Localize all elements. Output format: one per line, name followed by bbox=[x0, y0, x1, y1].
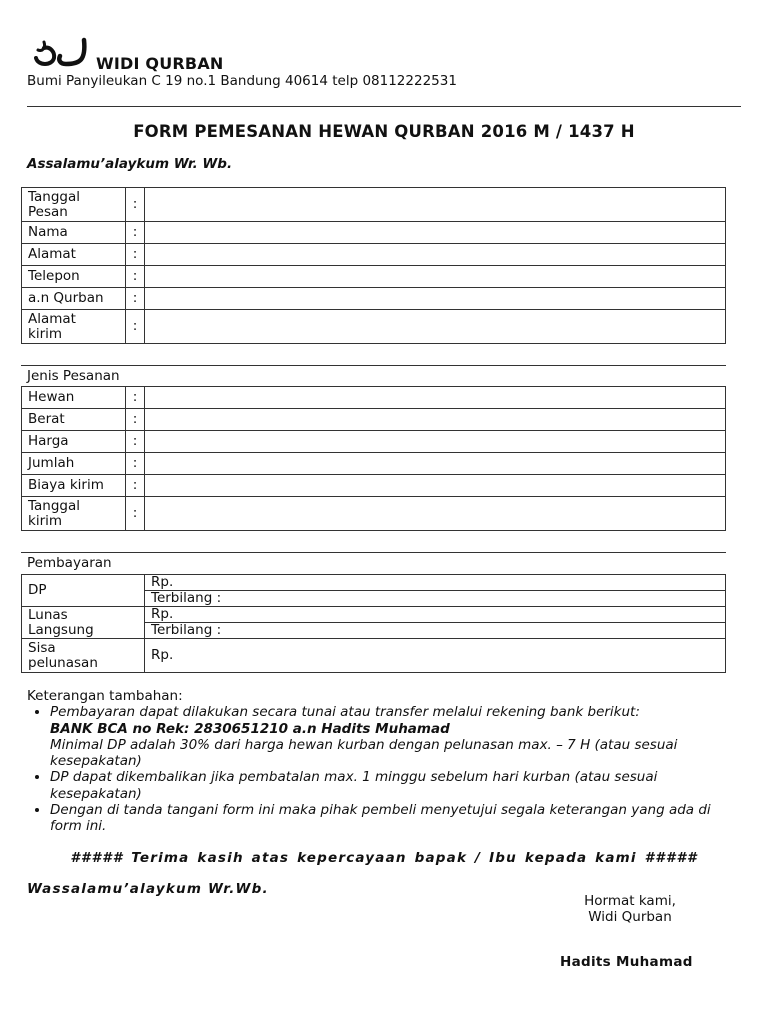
sisa-amount-field[interactable]: Rp. bbox=[145, 639, 726, 673]
field-label-an-qurban: a.n Qurban bbox=[22, 288, 126, 310]
jumlah-field[interactable] bbox=[145, 453, 726, 475]
colon: : bbox=[126, 266, 145, 288]
dp-terbilang-field[interactable]: Terbilang : bbox=[145, 591, 726, 607]
table-row bbox=[22, 575, 726, 591]
field-label-biaya-kirim: Biaya kirim bbox=[22, 475, 126, 497]
closing-greeting: Wassalamu’alaykum Wr.Wb. bbox=[27, 881, 269, 897]
biaya-kirim-field[interactable] bbox=[145, 475, 726, 497]
table-row bbox=[22, 222, 726, 244]
field-label-sisa-pelunasan: Sisa pelunasan bbox=[22, 639, 145, 673]
header-divider bbox=[27, 106, 741, 107]
harga-field[interactable] bbox=[145, 431, 726, 453]
dp-amount-field[interactable]: Rp. bbox=[145, 575, 726, 591]
bank-account: BANK BCA no Rek: 2830651210 a.n Hadits Muhamad bbox=[50, 720, 450, 737]
additional-notes bbox=[27, 688, 737, 835]
field-label-harga: Harga bbox=[22, 431, 126, 453]
section-title-pembayaran: Pembayaran bbox=[27, 555, 112, 571]
table-row bbox=[22, 475, 726, 497]
colon: : bbox=[126, 453, 145, 475]
signer-name: Hadits Muhamad bbox=[560, 954, 693, 970]
lunas-terbilang-field[interactable]: Terbilang : bbox=[145, 623, 726, 639]
field-label-dp: DP bbox=[22, 575, 145, 607]
field-label-lunas-langsung: Lunas Langsung bbox=[22, 607, 145, 639]
colon: : bbox=[126, 188, 145, 222]
tanggal-kirim-field[interactable] bbox=[145, 497, 726, 531]
field-label-alamat-kirim: Alamat kirim bbox=[22, 310, 126, 344]
note-min-dp: Minimal DP adalah 30% dari harga hewan kurban dengan pelunasan max. – 7 H (atau sesuai kesepakatan) bbox=[50, 736, 678, 770]
field-label-nama: Nama bbox=[22, 222, 126, 244]
list-item: • Dengan di tanda tangani form ini maka pihak pembeli menyetujui segala keterangan yang ada di form ini. bbox=[50, 802, 737, 835]
section-divider bbox=[21, 365, 726, 366]
colon: : bbox=[126, 222, 145, 244]
table-row bbox=[22, 409, 726, 431]
logo-mark bbox=[30, 30, 88, 70]
field-label-hewan: Hewan bbox=[22, 387, 126, 409]
table-row bbox=[22, 310, 726, 344]
table-row bbox=[22, 244, 726, 266]
greeting: Assalamu’alaykum Wr. Wb. bbox=[27, 156, 233, 172]
regards-text: Hormat kami, bbox=[584, 893, 676, 909]
colon: : bbox=[126, 497, 145, 531]
field-label-berat: Berat bbox=[22, 409, 126, 431]
section-title-jenis-pesanan: Jenis Pesanan bbox=[27, 368, 120, 384]
thanks-message: ##### Terima kasih atas kepercayaan bapak / Ibu kepada kami ##### bbox=[70, 850, 698, 866]
brand-name: WIDI QURBAN bbox=[96, 54, 224, 73]
colon: : bbox=[126, 244, 145, 266]
telepon-field[interactable] bbox=[145, 266, 726, 288]
table-row bbox=[22, 387, 726, 409]
company-address: Bumi Panyileukan C 19 no.1 Bandung 40614 telp 08112222531 bbox=[27, 73, 457, 89]
colon: : bbox=[126, 475, 145, 497]
alamat-field[interactable] bbox=[145, 244, 726, 266]
hewan-field[interactable] bbox=[145, 387, 726, 409]
list-item bbox=[50, 704, 737, 769]
payment-table bbox=[21, 574, 726, 673]
table-row bbox=[22, 639, 726, 673]
table-row bbox=[22, 453, 726, 475]
field-label-tanggal-pesan: Tanggal Pesan bbox=[22, 188, 126, 222]
berat-field[interactable] bbox=[145, 409, 726, 431]
company-name: Widi Qurban bbox=[588, 909, 672, 925]
field-label-tanggal-kirim: Tanggal kirim bbox=[22, 497, 126, 531]
signature-block bbox=[560, 893, 700, 925]
table-row bbox=[22, 431, 726, 453]
colon: : bbox=[126, 409, 145, 431]
alamat-kirim-field[interactable] bbox=[145, 310, 726, 344]
colon: : bbox=[126, 310, 145, 344]
colon: : bbox=[126, 387, 145, 409]
table-row bbox=[22, 288, 726, 310]
field-label-telepon: Telepon bbox=[22, 266, 126, 288]
list-item: • DP dapat dikembalikan jika pembatalan max. 1 minggu sebelum hari kurban (atau sesuai kesepakatan) bbox=[50, 769, 737, 802]
colon: : bbox=[126, 288, 145, 310]
tanggal-pesan-field[interactable] bbox=[145, 188, 726, 222]
table-row bbox=[22, 497, 726, 531]
nama-field[interactable] bbox=[145, 222, 726, 244]
form-title: FORM PEMESANAN HEWAN QURBAN 2016 M / 1437 H bbox=[133, 122, 635, 141]
field-label-alamat: Alamat bbox=[22, 244, 126, 266]
notes-heading: Keterangan tambahan: bbox=[27, 688, 183, 704]
lunas-amount-field[interactable]: Rp. bbox=[145, 607, 726, 623]
table-row bbox=[22, 266, 726, 288]
order-kind-table bbox=[21, 386, 726, 531]
table-row bbox=[22, 188, 726, 222]
colon: : bbox=[126, 431, 145, 453]
note-payment-method: Pembayaran dapat dilakukan secara tunai atau transfer melalui rekening bank berikut: bbox=[50, 704, 640, 721]
notes-list bbox=[27, 704, 737, 834]
table-row bbox=[22, 607, 726, 623]
field-label-jumlah: Jumlah bbox=[22, 453, 126, 475]
order-details-table bbox=[21, 187, 726, 344]
section-divider bbox=[21, 552, 726, 553]
an-qurban-field[interactable] bbox=[145, 288, 726, 310]
